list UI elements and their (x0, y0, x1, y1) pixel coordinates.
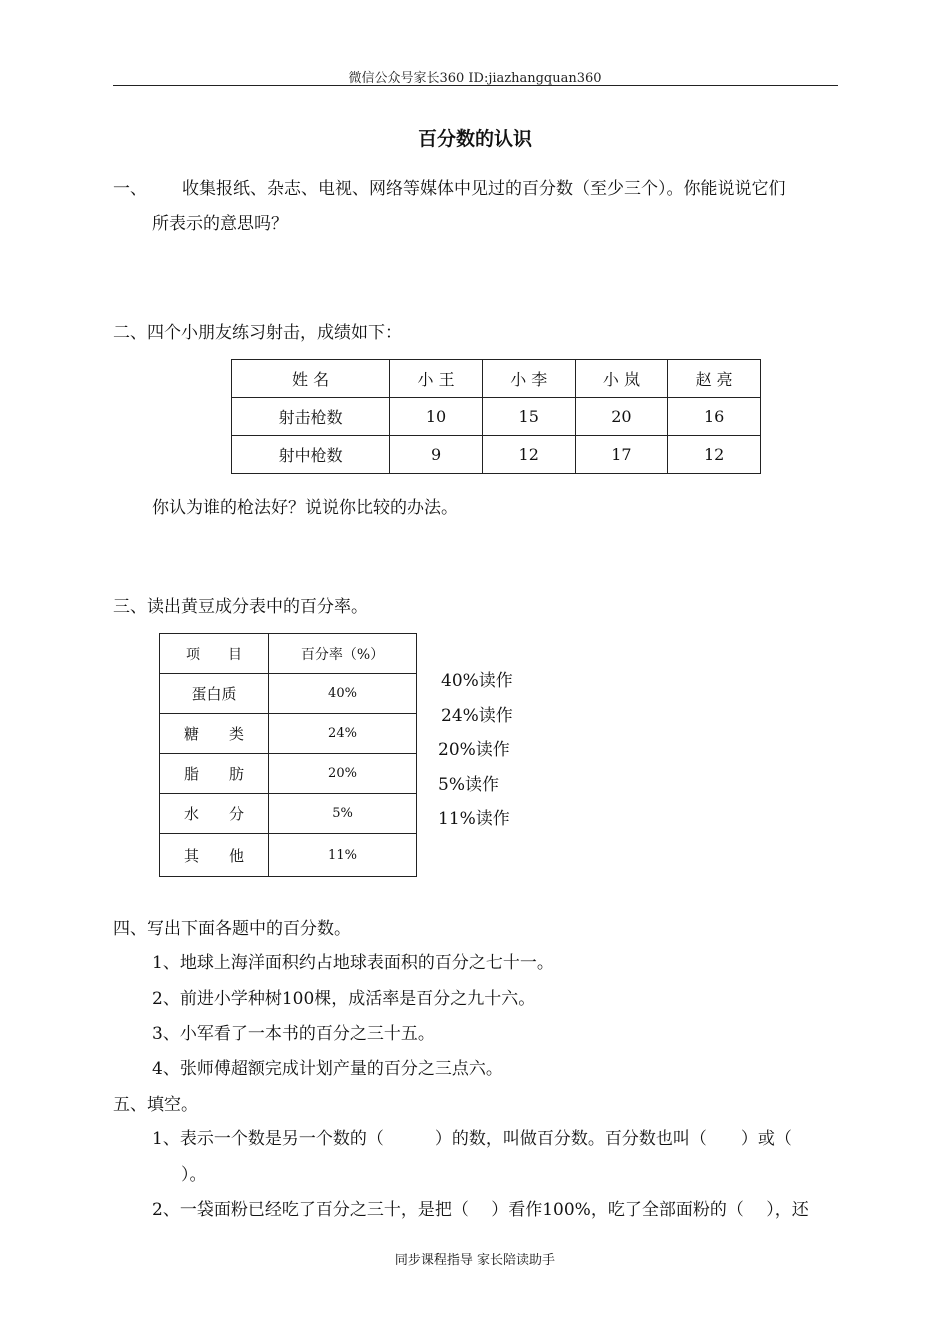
table-cell: 姓 名 (232, 360, 390, 398)
list-item: 4、张师傅超额完成计划产量的百分之三点六。 (152, 1059, 503, 1079)
table-cell: 小 岚 (575, 360, 668, 398)
reading-item: 40%读作 (441, 671, 513, 691)
reading-item: 20%读作 (438, 740, 510, 760)
list-item: 1、地球上海洋面积约占地球表面积的百分之七十一。 (152, 953, 554, 973)
table-header-row (160, 634, 417, 674)
q5-item2: 2、一袋面粉已经吃了百分之三十，是把（ ）看作100%，吃了全部面粉的（ ），还 (152, 1200, 809, 1220)
table-cell: 小 王 (390, 360, 483, 398)
table-cell: 百分率（%） (269, 634, 417, 674)
table-cell: 16 (668, 398, 761, 436)
q1-text-line2: 所表示的意思吗？ (152, 214, 288, 234)
table-cell: 射中枪数 (232, 436, 390, 474)
table-cell: 11% (269, 834, 417, 877)
table-cell: 10 (390, 398, 483, 436)
q2-question: 你认为谁的枪法好？说说你比较的办法。 (152, 498, 458, 518)
table-cell: 射击枪数 (232, 398, 390, 436)
soybean-table (159, 633, 417, 877)
page-title: 百分数的认识 (417, 128, 532, 150)
q5-item1-line1: 1、表示一个数是另一个数的（ ）的数，叫做百分数。百分数也叫（ ）或（ (152, 1129, 792, 1149)
table-cell: 12 (668, 436, 761, 474)
reading-item: 11%读作 (438, 809, 510, 829)
table-cell: 水 分 (160, 794, 269, 834)
table-cell: 40% (269, 674, 417, 714)
table-cell: 项 目 (160, 634, 269, 674)
table-cell: 小 李 (482, 360, 575, 398)
list-item: 3、小军看了一本书的百分之三十五。 (152, 1024, 435, 1044)
table-cell: 20 (575, 398, 668, 436)
table-cell: 糖 类 (160, 714, 269, 754)
table-cell: 15 (482, 398, 575, 436)
table-header-row (232, 360, 761, 398)
table-row (232, 398, 761, 436)
list-item: 2、前进小学种树100棵，成活率是百分之九十六。 (152, 989, 536, 1009)
q4-intro: 四、写出下面各题中的百分数。 (113, 919, 351, 939)
table-cell: 20% (269, 754, 417, 794)
table-row (160, 714, 417, 754)
shooting-table (231, 359, 761, 474)
page-footer: 同步课程指导 家长陪读助手 (394, 1253, 556, 1268)
table-cell: 17 (575, 436, 668, 474)
page-header: 微信公众号家长360 ID:jiazhangquan360 (348, 71, 602, 86)
table-row (232, 436, 761, 474)
table-cell: 赵 亮 (668, 360, 761, 398)
table-row (160, 794, 417, 834)
table-cell: 其 他 (160, 834, 269, 877)
q2-intro: 二、四个小朋友练习射击，成绩如下： (113, 323, 402, 343)
table-cell: 蛋白质 (160, 674, 269, 714)
q1-number: 一、 (113, 179, 147, 199)
q5-intro: 五、填空。 (113, 1095, 198, 1115)
reading-item: 24%读作 (441, 706, 513, 726)
q3-intro: 三、读出黄豆成分表中的百分率。 (113, 597, 368, 617)
reading-item: 5%读作 (438, 775, 499, 795)
table-cell: 5% (269, 794, 417, 834)
table-cell: 9 (390, 436, 483, 474)
table-cell: 12 (482, 436, 575, 474)
table-cell: 24% (269, 714, 417, 754)
table-row (160, 834, 417, 877)
q1-text-line1: 收集报纸、杂志、电视、网络等媒体中见过的百分数（至少三个）。你能说说它们 (182, 179, 786, 199)
table-row (160, 674, 417, 714)
header-rule (113, 85, 838, 86)
q5-item1-line2: ）。 (181, 1165, 207, 1185)
table-cell: 脂 肪 (160, 754, 269, 794)
table-row (160, 754, 417, 794)
